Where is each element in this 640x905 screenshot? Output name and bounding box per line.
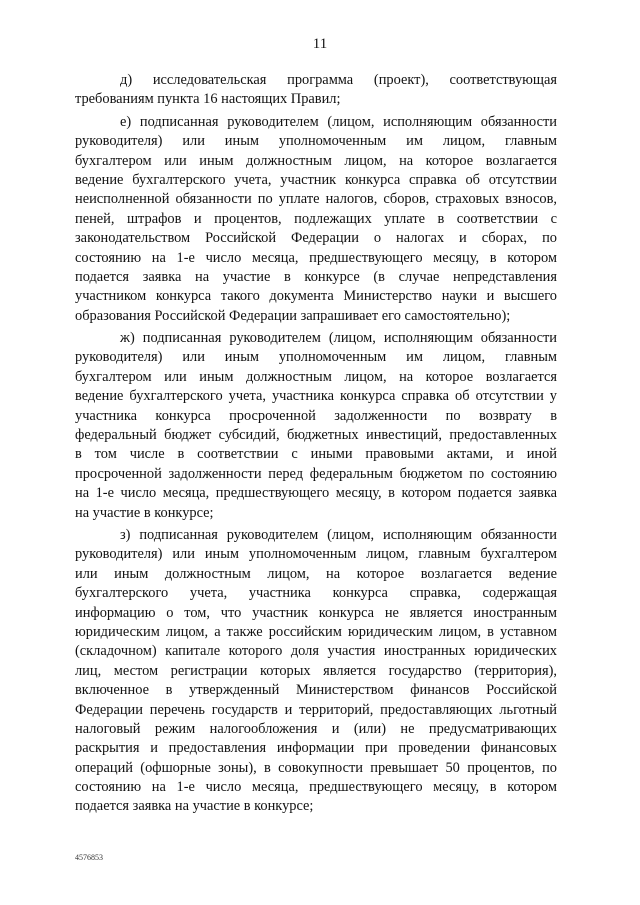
text-line: подается заявка на участие в конкурсе (в случае непредставления: [75, 268, 557, 285]
paragraph-zh: [75, 329, 557, 523]
text-line: подается заявка на участие в конкурсе;: [75, 798, 314, 815]
text-line: руководителя) или иным уполномоченным им лицом, главным: [75, 133, 557, 150]
paragraph-z: [75, 526, 557, 817]
text-line: ведение бухгалтерского учета, участник конкурса справка об отсутствии: [75, 171, 557, 188]
text-line: раскрытия и предоставления информации при проведении финансовых: [75, 740, 557, 757]
text-line: ж) подписанная руководителем (лицом, исполняющим обязанности: [120, 330, 557, 347]
text-line: д) исследовательская программа (проект), соответствующая: [120, 72, 557, 88]
text-line: включенное в утвержденный Министерством финансов Российской: [75, 682, 557, 699]
text-line: (складочном) капитале которого доля участия иностранных юридических: [75, 643, 557, 660]
text-line: в том числе в соответствии с иными правовыми актами, и иной: [75, 446, 557, 463]
text-line: состоянию на 1-е число месяца, предшествующего месяцу, в котором: [75, 249, 557, 266]
document-code: 4576853: [75, 853, 103, 862]
text-line: юридическим лицом, а также российским юридическим лицом, в уставном: [75, 623, 557, 640]
document-body: [75, 71, 557, 817]
text-line: е) подписанная руководителем (лицом, исполняющим обязанности: [120, 113, 557, 130]
text-line: просроченной задолженности перед федеральным бюджетом по состоянию: [75, 465, 557, 482]
text-line: образования Российской Федерации запрашивает его самостоятельно);: [75, 307, 511, 324]
text-line: на участие в конкурсе;: [75, 504, 214, 521]
paragraph-d: [75, 71, 557, 110]
text-line: законодательством Российской Федерации о налогах и сборах, по: [75, 230, 557, 247]
text-line: операций (офшорные зоны), в совокупности превышает 50 процентов, по: [75, 759, 557, 776]
text-line: руководителя) или иным уполномоченным им лицом, главным: [75, 349, 557, 366]
text-line: з) подписанная руководителем (лицом, исполняющим обязанности: [120, 526, 557, 543]
text-line: на 1-е число месяца, предшествующего месяцу, в котором подается заявка: [75, 485, 557, 502]
text-line: лиц, местом регистрации которых является государство (территория),: [75, 662, 557, 679]
text-line: налоговый режим налогообложения и (или) не предусматривающих: [75, 720, 557, 737]
page-number: 11: [312, 36, 328, 52]
text-line: или иным должностным лицом, на которое возлагается ведение: [75, 565, 557, 582]
text-line: Федерации перечень государств и территорий, предоставляющих льготный: [75, 701, 557, 718]
text-line: состоянию на 1-е число месяца, предшествующего месяцу, в котором: [75, 779, 557, 796]
text-line: участником конкурса такого документа Министерство науки и высшего: [75, 288, 557, 305]
text-line: информацию о том, что участник конкурса не является иностранным: [75, 604, 557, 621]
text-line: бухгалтером или иным должностным лицом, на которое возлагается: [75, 152, 557, 169]
text-line: бухгалтером или иным должностным лицом, на которое возлагается: [75, 368, 557, 385]
text-line: руководителя) или иным уполномоченным лицом, главным бухгалтером: [75, 546, 557, 563]
paragraph-e: [75, 113, 557, 326]
text-line: пеней, штрафов и процентов, подлежащих уплате в соответствии с: [75, 210, 557, 227]
text-line: требованиям пункта 16 настоящих Правил;: [75, 91, 341, 108]
text-line: федеральный бюджет субсидий, бюджетных инвестиций, предоставленных: [75, 427, 557, 444]
text-line: неисполненной обязанности по уплате налогов, сборов, страховых взносов,: [75, 191, 557, 208]
text-line: участника конкурса просроченной задолженности по возврату в: [75, 407, 557, 424]
text-line: бухгалтерского учета, участника конкурса справка, содержащая: [75, 585, 557, 602]
text-line: ведение бухгалтерского учета, участника конкурса справка об отсутствии у: [75, 388, 557, 405]
